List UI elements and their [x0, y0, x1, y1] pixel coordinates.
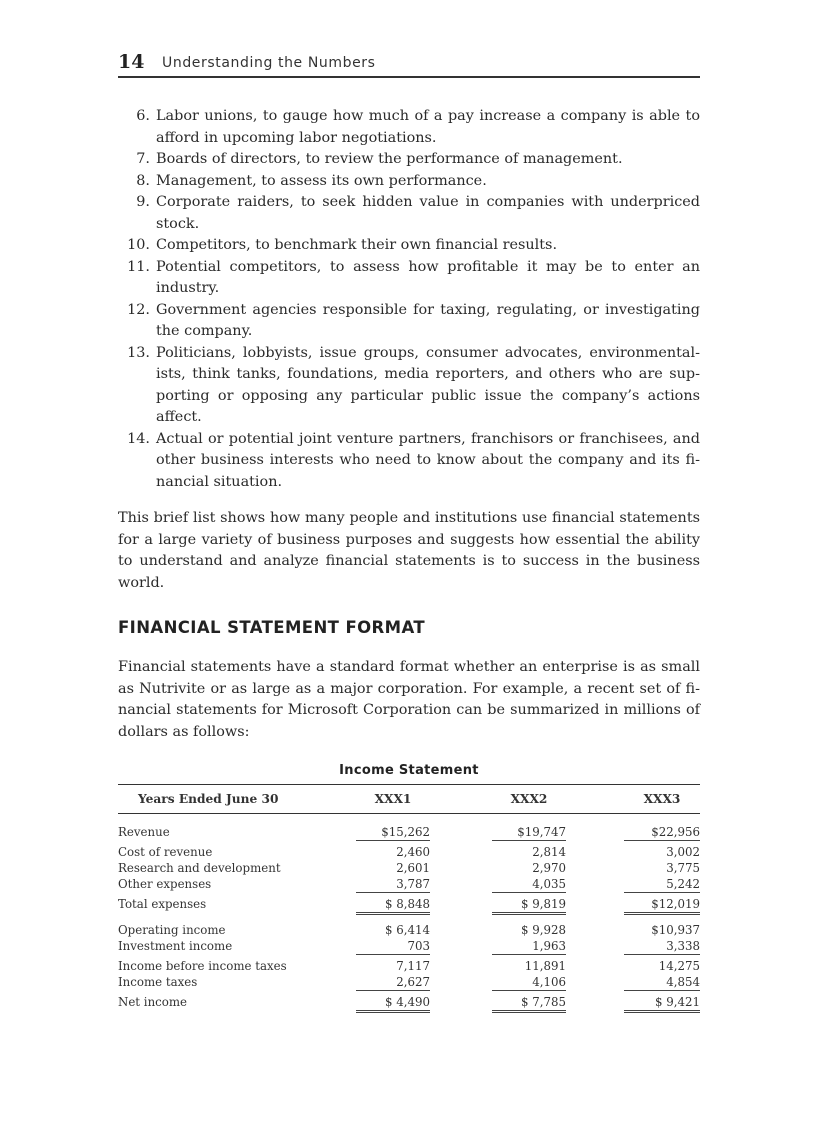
list-item [118, 171, 700, 193]
column-header-year-1: XXX1 [374, 792, 412, 806]
list-item-number: 9. [136, 194, 150, 210]
table-cell: 11,891 [524, 959, 566, 973]
table-cell: 4,106 [492, 974, 566, 991]
column-header-year-2: XXX2 [510, 792, 548, 806]
list-item-number: 12. [127, 301, 150, 318]
table-cell: 3,775 [666, 861, 700, 875]
row-label: Net income [118, 995, 188, 1009]
row-label: Operating income [118, 923, 226, 937]
table-cell: 2,970 [532, 861, 566, 875]
list-item-number: 8. [136, 172, 150, 189]
table-cell: $12,019 [624, 896, 700, 915]
summary-paragraph: This brief list shows how many people and institutions use financial statements for a large variety of business purposes and suggests how essential the ability to understand and analyze financial statements is to success in the business world. [118, 510, 700, 591]
table-row-research-development [118, 860, 700, 876]
table-cell: 2,627 [356, 974, 430, 991]
list-item-text: Boards of directors, to review the performance of management. [156, 151, 623, 167]
list-item [118, 192, 700, 235]
table-cell: $ 7,785 [492, 994, 566, 1013]
list-item [118, 257, 700, 300]
table-cell: 1,963 [492, 938, 566, 955]
list-item-number: 11. [127, 258, 150, 275]
table-cell: 4,854 [624, 974, 700, 991]
table-row-cost-of-revenue [118, 844, 700, 860]
list-item-text: Management, to assess its own performance. [156, 172, 487, 189]
list-item-text: Potential competitors, to assess how profitable it may be to enter an industry. [156, 258, 700, 296]
list-item-number: 14. [127, 430, 150, 447]
list-item-text: Competitors, to benchmark their own financial results. [156, 237, 558, 253]
table-row-investment-income [118, 938, 700, 954]
table-cell: 14,275 [658, 959, 700, 973]
table-cell: $10,937 [651, 923, 700, 937]
row-label: Investment income [118, 939, 233, 953]
list-item-number: 7. [136, 151, 150, 167]
table-cell: $22,956 [624, 824, 700, 841]
table-cell: $ 4,490 [356, 994, 430, 1013]
table-cell: 2,814 [532, 845, 566, 859]
row-label: Research and development [118, 861, 281, 875]
financial-statement-users-list [118, 106, 700, 493]
list-item [118, 429, 700, 494]
table-row-other-expenses [118, 876, 700, 892]
list-item [118, 300, 700, 343]
list-item-text: Government agencies responsible for taxing, regulating, or investigating the company. [156, 301, 700, 339]
table-cell: $19,747 [492, 824, 566, 841]
table-row-revenue [118, 824, 700, 840]
table-row-income-taxes [118, 974, 700, 990]
table-cell: 3,002 [666, 845, 700, 859]
row-label: Revenue [118, 825, 170, 839]
list-item-text: Labor unions, to gauge how much of a pay increase a company is able to afford in upcoming labor negotiations. [156, 108, 700, 146]
table-cell: 7,117 [396, 959, 430, 973]
table-cell: 5,242 [624, 876, 700, 893]
row-label: Income before income taxes [118, 959, 287, 973]
table-cell: 3,787 [356, 876, 430, 893]
list-item [118, 149, 700, 171]
table-cell: $ 9,928 [520, 923, 566, 937]
table-row-income-before-taxes [118, 958, 700, 974]
list-item [118, 235, 700, 257]
table-row-operating-income [118, 922, 700, 938]
column-header-label: Years Ended June 30 [138, 792, 279, 806]
income-statement-table [118, 784, 700, 1010]
table-cell: 4,035 [492, 876, 566, 893]
page-number: 14 [118, 51, 145, 73]
list-item [118, 106, 700, 149]
table-cell: $ 8,848 [356, 896, 430, 915]
section-heading: FINANCIAL STATEMENT FORMAT [118, 618, 426, 637]
running-head: Understanding the Numbers [162, 55, 376, 71]
row-label: Income taxes [118, 975, 198, 989]
row-label: Cost of revenue [118, 845, 213, 859]
table-row-total-expenses [118, 896, 700, 912]
list-item [118, 343, 700, 429]
list-item-number: 6. [136, 108, 150, 124]
list-item-text: Corporate raiders, to seek hidden value in companies with underpriced stock. [156, 194, 700, 232]
column-header-year-3: XXX3 [643, 792, 681, 806]
table-cell: 2,460 [396, 845, 430, 859]
list-item-text: Politicians, lobbyists, issue groups, consumer advocates, environmentalists, think tanks, foundations, media reporters, and others who are supporting or opposing any particular public issue the company’s actions affect. [156, 344, 700, 425]
table-cell: 703 [356, 938, 430, 955]
table-row-net-income [118, 994, 700, 1010]
list-item-text: Actual or potential joint venture partners, franchisors or franchisees, and other business interests who need to know about the company and its financial situation. [156, 430, 700, 490]
list-item-number: 13. [127, 344, 150, 361]
intro-paragraph: Financial statements have a standard format whether an enterprise is as small as Nutrivite or as large as a major corporation. For example, a recent set of financial statements for Microsoft Corporation can be summarized in millions of dollars as follows: [118, 659, 700, 740]
table-cell: $ 6,414 [384, 923, 430, 937]
table-title: Income Statement [339, 763, 479, 778]
row-label: Total expenses [118, 897, 207, 911]
table-cell: 3,338 [624, 938, 700, 955]
table-cell: $15,262 [356, 824, 430, 841]
table-cell: $ 9,421 [624, 994, 700, 1013]
table-cell: 2,601 [396, 861, 430, 875]
row-label: Other expenses [118, 877, 212, 891]
list-item-number: 10. [127, 237, 150, 253]
page-header [118, 50, 700, 78]
table-cell: $ 9,819 [492, 896, 566, 915]
table-header-row [118, 784, 700, 814]
